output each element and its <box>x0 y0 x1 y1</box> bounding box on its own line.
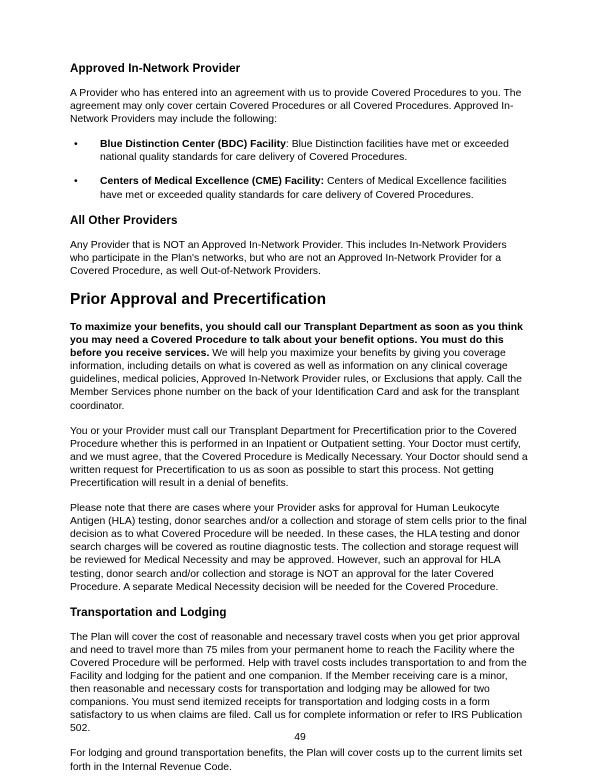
paragraph-prior-approval-3: Please note that there are cases where your Provider asks for approval for Human Leukocyte Antigen (HLA) testing, donor searches and/or a collection and storage of stem cells prior to the final decision as to what Covered Procedure will be needed. In these cases, the HLA testing and donor search charges will be covered as routine diagnostic tests. The collection and storage request will be reviewed for Medical Necessity and may be approved. However, such an approval for HLA testing, donor search and/or collection and storage is NOT an approval for the later Covered Procedure. A separate Medical Necessity decision will be needed for the Covered Procedure. <box>70 503 527 593</box>
paragraph-all-other-providers: Any Provider that is NOT an Approved In-Network Provider. This includes In-Network Providers who participate in the Plan's networks, but who are not an Approved In-Network Provider for a Covered Procedure, as well Out-of-Network Providers. <box>70 239 507 277</box>
paragraph-bold-lead: To maximize your benefits, you should call our Transplant Department as soon as you think you may need a Covered Procedure to talk about your benefit options. You must do this before you receive services. <box>70 321 523 360</box>
list-item <box>70 175 528 201</box>
page-number: 49 <box>294 732 306 743</box>
bullet-text: Centers of Medical Excellence facilities have met or exceeded quality standards for care delivery of Covered Procedures. <box>100 176 507 201</box>
bullet-bold-lead: Blue Distinction Center (BDC) Facility <box>100 139 286 151</box>
bullet-point-icon: • <box>74 139 78 151</box>
provider-types-list <box>70 138 528 201</box>
bullet-separator: : <box>285 139 292 151</box>
bullet-bold-lead: Centers of Medical Excellence (CME) Facility: <box>100 176 325 188</box>
paragraph-transportation-1: The Plan will cover the cost of reasonable and necessary travel costs when you get prior approval and need to travel more than 75 miles from your permanent home to reach the Facility where the Covered Procedure will be performed. Help with travel costs includes transportation to and from the Facility and lodging for the patient and one companion. If the Member receiving care is a minor, then reasonable and necessary costs for transportation and lodging may be allowed for two companions. You must send itemized receipts for transportation and lodging costs in a form satisfactory to us when claims are filed. Call us for complete information or refer to IRS Publication 502. <box>70 631 527 735</box>
heading-transportation-and-lodging: Transportation and Lodging <box>70 605 227 619</box>
paragraph-prior-approval-2: You or your Provider must call our Transplant Department for Precertification prior to the Covered Procedure whether this is performed in an Inpatient or Outpatient setting. Your Doctor must certify, and we must agree, that the Covered Procedure is Medically Necessary. Your Doctor should send a written request for Precertification to us as soon as possible to start this process. Not getting Precertification will result in a denial of benefits. <box>70 425 528 489</box>
bullet-text: Blue Distinction facilities have met or exceeded national quality standards for care delivery of Covered Procedures. <box>100 139 509 164</box>
heading-all-other-providers: All Other Providers <box>70 213 178 227</box>
page-content <box>70 62 528 774</box>
paragraph-prior-approval-1 <box>70 321 528 413</box>
bullet-point-icon: • <box>74 176 78 188</box>
heading-prior-approval-and-precertification: Prior Approval and Precertification <box>70 290 327 308</box>
heading-approved-in-network-provider: Approved In-Network Provider <box>70 62 241 75</box>
paragraph-transportation-2: For lodging and ground transportation benefits, the Plan will cover costs up to the current limits set forth in the Internal Revenue Code. <box>70 748 523 773</box>
paragraph-approved-in-network-provider: A Provider who has entered into an agreement with us to provide Covered Procedures to you. The agreement may only cover certain Covered Procedures or all Covered Procedures. Approved In-Network Providers may include the following: <box>70 88 522 126</box>
list-item <box>70 138 528 164</box>
paragraph-text: We will help you maximize your benefits by giving you coverage information, including details on what is covered as well as information on any clinical coverage guidelines, medical policies, Approved In-Network Provider rules, or Exclusions that apply. Call the Member Services phone number on the back of your Identification Card and ask for the transplant coordinator. <box>70 348 522 412</box>
